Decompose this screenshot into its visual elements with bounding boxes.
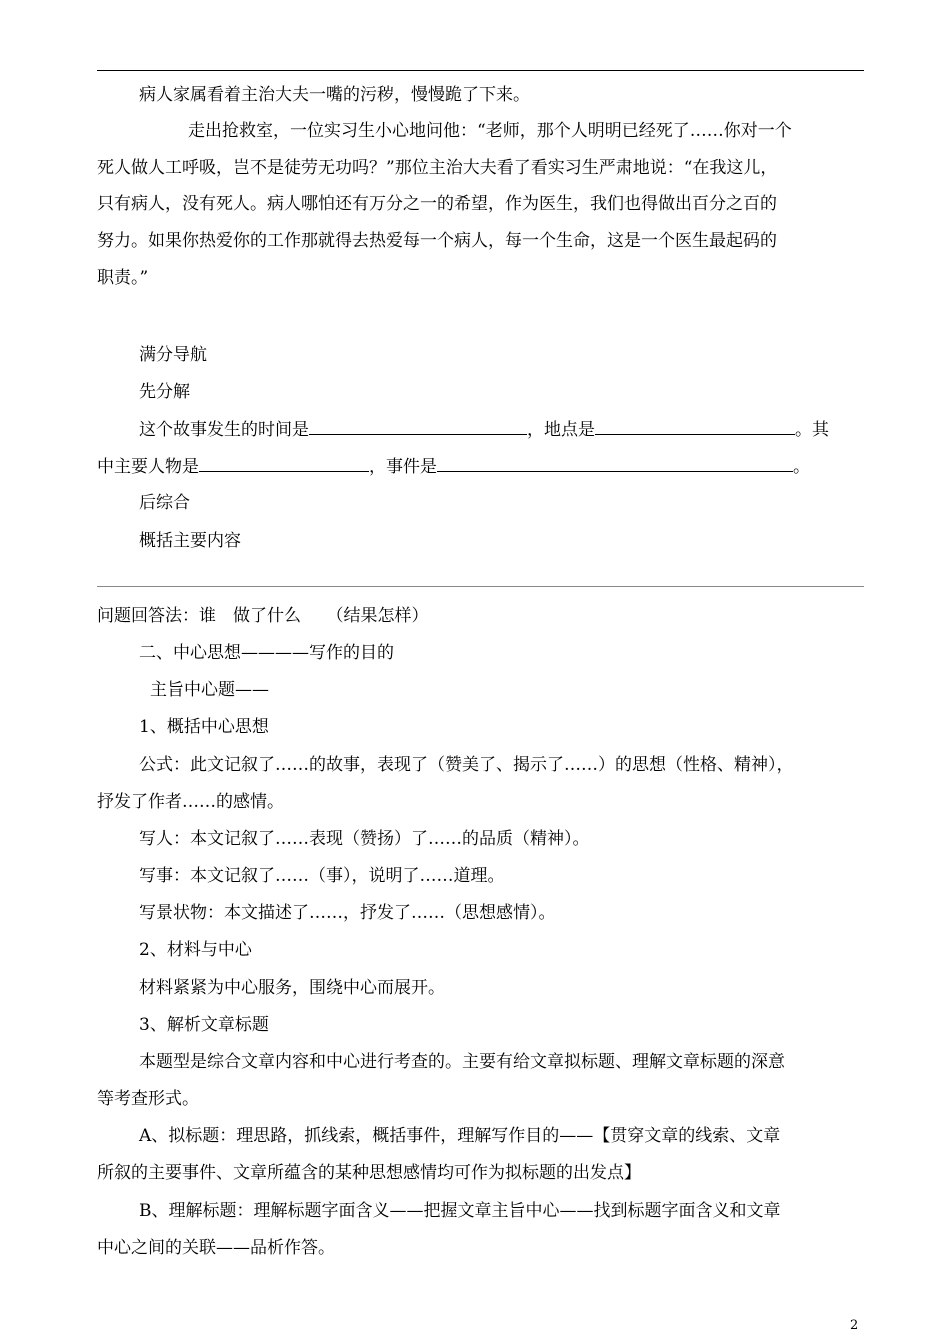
story-line-3: 死人做人工呼吸，岂不是徒劳无功吗？”那位主治大夫看了看实习生严肃地说：“在我这儿， (97, 158, 778, 178)
guide-step-decompose: 先分解 (139, 382, 190, 402)
theme-heading: 主旨中心题—— (150, 680, 269, 700)
item-b-line-1: B、理解标题：理解标题字面含义——把握文章主旨中心——找到标题字面含义和文章 (139, 1201, 781, 1221)
question-line-1-end: 。其 (795, 420, 829, 440)
question-line-2-end: 。 (793, 457, 810, 477)
write-scene: 写景状物：本文描述了……，抒发了……（思想感情）。 (139, 903, 556, 923)
story-line-5: 努力。如果你热爱你的工作那就得去热爱每一个病人，每一个生命，这是一个医生最起码的 (97, 231, 777, 251)
question-type-line-1: 本题型是综合文章内容和中心进行考查的。主要有给文章拟标题、理解文章标题的深意 (139, 1052, 785, 1072)
person-blank[interactable] (199, 454, 369, 472)
place-blank[interactable] (595, 417, 795, 435)
heading-3: 3、解析文章标题 (139, 1015, 269, 1035)
question-time-label: 这个故事发生的时间是 (139, 420, 309, 440)
formula-line-1: 公式：此文记叙了……的故事，表现了（赞美了、揭示了……）的思想（性格、精神）， (139, 755, 794, 775)
question-event-label: ，事件是 (369, 457, 437, 477)
question-person-label: 中主要人物是 (97, 457, 199, 477)
story-line-4: 只有病人，没有死人。病人哪怕还有万分之一的希望，作为医生，我们也得做出百分之百的 (97, 194, 777, 214)
event-blank[interactable] (437, 454, 793, 472)
question-place-label: ，地点是 (527, 420, 595, 440)
qa-method: 问题回答法：谁 做了什么 （结果怎样） (97, 606, 429, 626)
guide-step-synthesize: 后综合 (139, 493, 190, 513)
time-blank[interactable] (309, 417, 527, 435)
question-type-line-2: 等考查形式。 (97, 1089, 199, 1109)
item-b-line-2: 中心之间的关联——品析作答。 (97, 1238, 335, 1258)
item-a-line-2: 所叙的主要事件、文章所蕴含的某种思想感情均可作为拟标题的出发点】 (97, 1163, 641, 1183)
story-line-6: 职责。” (97, 268, 149, 288)
page-number: 2 (850, 1318, 859, 1333)
formula-line-2: 抒发了作者……的感情。 (97, 792, 284, 812)
guide-summary: 概括主要内容 (139, 531, 241, 551)
item-a-line-1: A、拟标题：理思路，抓线索，概括事件，理解写作目的——【贯穿文章的线索、文章 (139, 1126, 781, 1146)
heading-2: 2、材料与中心 (139, 940, 252, 960)
section-divider (97, 586, 864, 587)
question-line-2 (97, 454, 867, 479)
write-event: 写事：本文记叙了……（事），说明了……道理。 (139, 866, 505, 886)
write-person: 写人：本文记叙了……表现（赞扬）了……的品质（精神）。 (139, 829, 590, 849)
heading-1: 1、概括中心思想 (139, 717, 269, 737)
story-line-2: 走出抢救室，一位实习生小心地问他：“老师，那个人明明已经死了……你对一个 (188, 121, 792, 141)
section-2-heading: 二、中心思想————写作的目的 (139, 643, 394, 663)
header-rule (97, 70, 864, 71)
question-line-1 (139, 417, 909, 442)
guide-title: 满分导航 (139, 345, 207, 365)
material-text: 材料紧紧为中心服务，围绕中心而展开。 (139, 978, 445, 998)
story-line-1: 病人家属看着主治大夫一嘴的污秽，慢慢跪了下来。 (139, 85, 530, 105)
